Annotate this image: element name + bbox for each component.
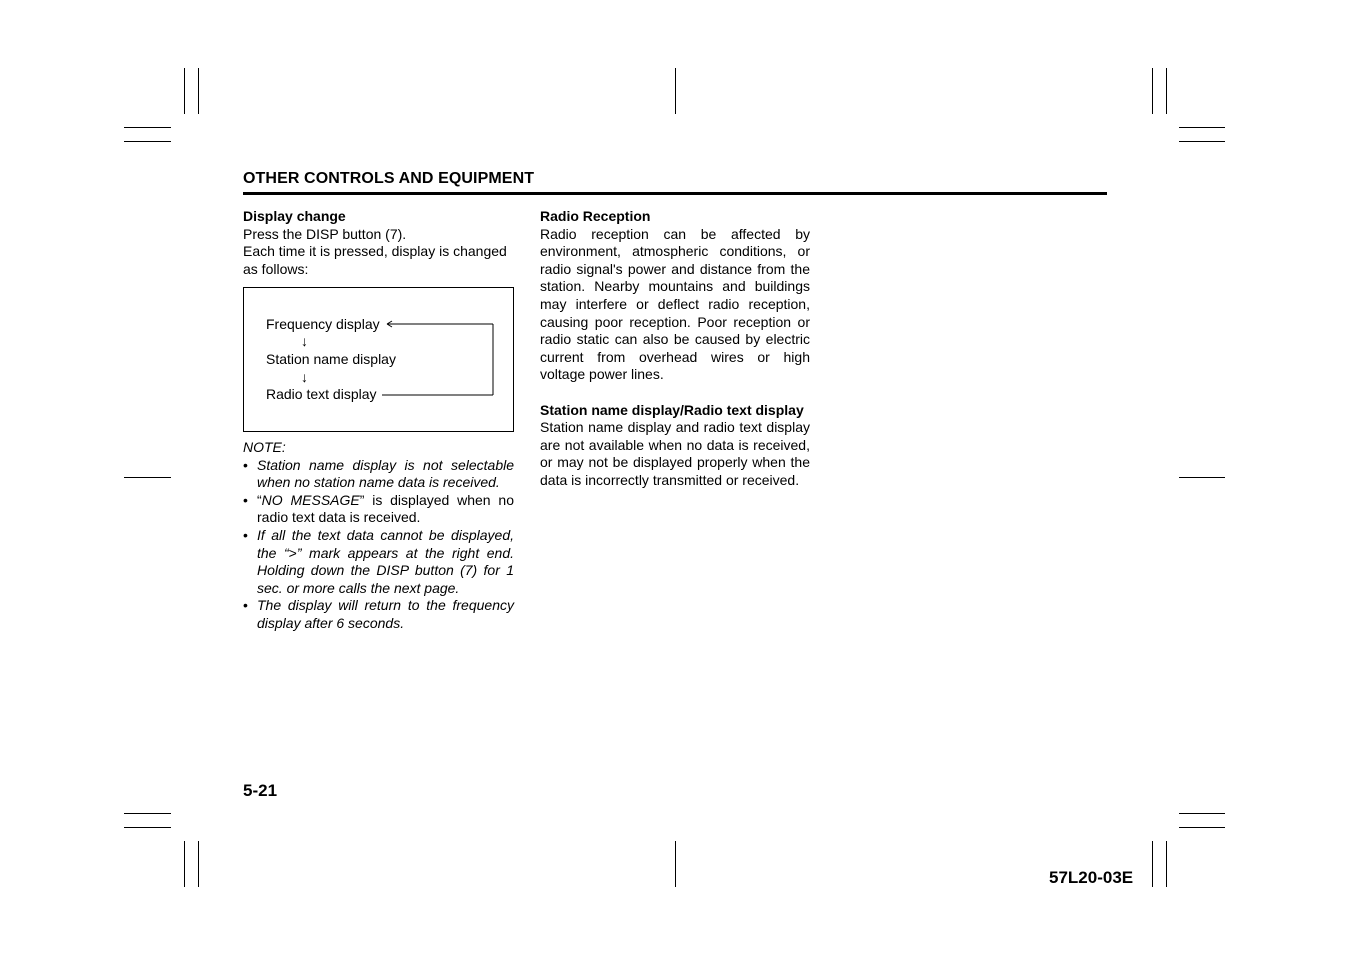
- note-block: [243, 439, 514, 633]
- down-arrow-icon: ↓: [301, 369, 308, 385]
- right-column: [540, 208, 810, 490]
- note-item: • If all the text data cannot be displayed, the “>” mark appears at the right end. Holding down the DISP button (7) for 1 sec. or more calls the next page.: [243, 526, 514, 596]
- note-item: • Station name display is not selectable when no station name data is received.: [243, 456, 514, 491]
- station-name-display-label: Station name display: [266, 351, 396, 367]
- note-list: [243, 457, 514, 633]
- down-arrow-icon: ↓: [301, 333, 308, 349]
- header-rule: [243, 192, 1107, 195]
- radio-reception-heading: Radio Reception: [540, 208, 651, 224]
- document-code: 57L20-03E: [1049, 868, 1134, 887]
- frequency-display-label: Frequency display: [266, 316, 380, 332]
- note-item: • The display will return to the frequency display after 6 seconds.: [243, 597, 514, 631]
- bullet-icon: •: [243, 597, 248, 614]
- note-item: • “NO MESSAGE” is displayed when no radio text data is received.: [243, 491, 514, 526]
- bullet-icon: •: [243, 456, 248, 473]
- display-cycle-diagram: [243, 287, 514, 432]
- station-name-radio-text-heading: Station name display/Radio text display: [540, 401, 804, 418]
- bullet-icon: •: [243, 526, 248, 543]
- station-name-radio-text-body: Station name display and radio text display are not available when no data is received, or may not be displayed properly when the data is incorrectly transmitted or received.: [540, 419, 810, 488]
- bullet-icon: •: [243, 491, 248, 508]
- display-change-heading: Display change: [243, 208, 346, 224]
- instruction-line: Press the DISP button (7).: [243, 225, 407, 242]
- left-column: [243, 208, 514, 278]
- section-header: OTHER CONTROLS AND EQUIPMENT: [243, 170, 535, 187]
- instruction-line: Each time it is pressed, display is changed as follows:: [243, 243, 507, 277]
- radio-reception-body: Radio reception can be affected by environment, atmospheric conditions, or radio signal's power and distance from the station. Nearby mountains and buildings may interfere or deflect radio reception, causing poor reception. Poor reception or radio static can also be caused by electric current from overhead wires or high voltage power lines.: [540, 225, 810, 383]
- page-number: 5-21: [243, 781, 278, 800]
- note-label: NOTE:: [243, 439, 286, 455]
- radio-text-display-label: Radio text display: [266, 386, 377, 402]
